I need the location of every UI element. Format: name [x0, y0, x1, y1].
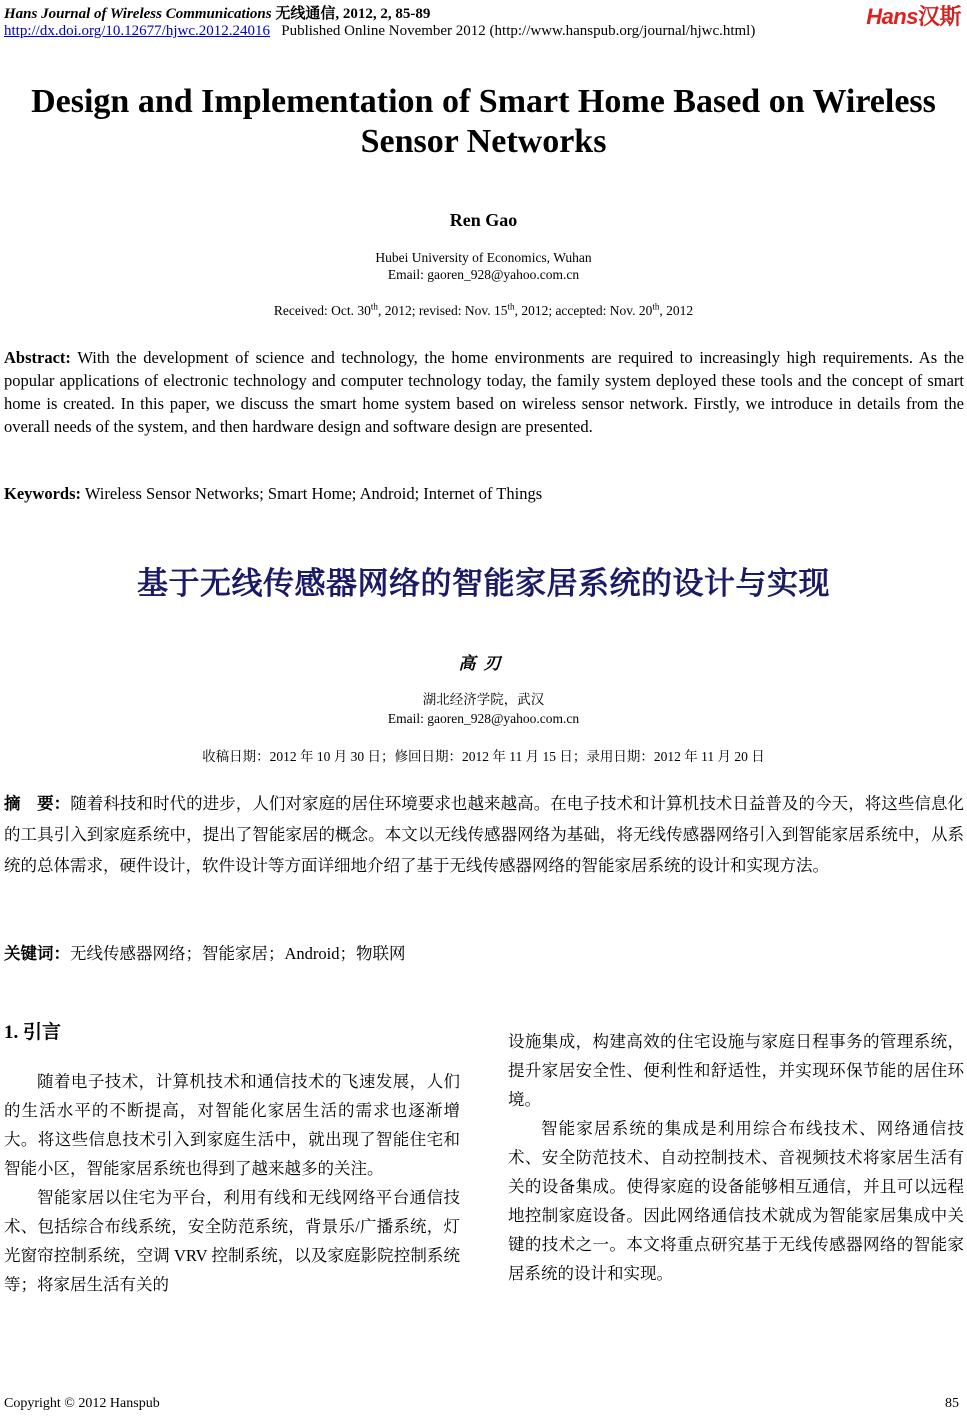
- hans-logo: [866, 0, 961, 31]
- ordinal-sup: th: [652, 301, 660, 312]
- journal-name: Hans Journal of Wireless Communications: [4, 6, 272, 22]
- affiliation-en-block: [0, 249, 967, 283]
- keywords-en: [4, 484, 964, 504]
- abstract-label: Abstract:: [4, 348, 71, 367]
- paper-title-en: [0, 82, 967, 162]
- title-en-line2: Sensor Networks: [360, 123, 607, 160]
- section-heading-intro: 1. 引言: [4, 1022, 62, 1043]
- abstract-cn-label: 摘 要：: [4, 794, 71, 813]
- doi-link[interactable]: http://dx.doi.org/10.12677/hjwc.2012.24016: [4, 23, 270, 39]
- logo-text-cn: 汉斯: [917, 4, 961, 29]
- received-dates-cn: 收稿日期：2012 年 10 月 30 日；修回日期：2012 年 11 月 15 日；录用日期：2012 年 11 月 20 日: [202, 749, 765, 764]
- footer-copyright: Copyright © 2012 Hanspub: [4, 1396, 160, 1411]
- accepted-year: , 2012: [659, 303, 694, 318]
- logo-text: Hans: [866, 4, 918, 29]
- keywords-text: Wireless Sensor Networks; Smart Home; Android; Internet of Things: [81, 484, 543, 503]
- affiliation-cn: 湖北经济学院，武汉: [422, 692, 545, 707]
- revised-date: , 2012; revised: Nov. 15: [377, 303, 508, 318]
- paragraph: 设施集成，构建高效的住宅设施与家庭日程事务的管理系统，提升家居安全性、便利性和舒适性，并实现环保节能的居住环境。: [508, 1032, 964, 1109]
- ordinal-sup: th: [507, 301, 515, 312]
- keywords-cn: [4, 940, 964, 964]
- author-en: Ren Gao: [449, 210, 518, 230]
- column-right: [508, 1027, 964, 1288]
- keywords-cn-text: 无线传感器网络；智能家居；Android；物联网: [70, 944, 406, 963]
- keywords-label: Keywords:: [4, 484, 81, 503]
- abstract-text: With the development of science and technology, the home environments are required to increasingly high requirements. As the popular applications of electronic technology and computer technology today, the family system deployed these tools and the concept of smart home is created. In this paper, we discuss the smart home system based on wireless sensor network. Firstly, we introduce in details from the overall needs of the system, and then hardware design and software design are presented.: [4, 348, 964, 436]
- paper-title-cn: 基于无线传感器网络的智能家居系统的设计与实现: [137, 566, 830, 602]
- email-en: Email: gaoren_928@yahoo.com.cn: [387, 267, 580, 282]
- page-number: 85: [945, 1396, 959, 1411]
- title-en-line1: Design and Implementation of Smart Home Based on Wireless: [31, 83, 936, 120]
- ordinal-sup: th: [370, 301, 378, 312]
- abstract-cn-text: 随着科技和时代的进步，人们对家庭的居住环境要求也越来越高。在电子技术和计算机技术日益普及的今天，将这些信息化的工具引入到家庭系统中，提出了智能家居的概念。本文以无线传感器网络为基础，将无线传感器网络引入到智能家居系统中，从系统的总体需求，硬件设计，软件设计等方面详细地介绍了基于无线传感器网络的智能家居系统的设计和实现方法。: [4, 794, 965, 875]
- keywords-cn-label: 关键词：: [4, 944, 70, 963]
- journal-header: [4, 2, 430, 23]
- affiliation-en: Hubei University of Economics, Wuhan: [375, 250, 592, 265]
- abstract-en: [4, 346, 964, 438]
- accepted-date: , 2012; accepted: Nov. 20: [514, 303, 653, 318]
- paragraph: 随着电子技术，计算机技术和通信技术的飞速发展，人们的生活水平的不断提高，对智能化家居生活的需求也逐渐增大。将这些信息技术引入到家庭生活中，就出现了智能住宅和智能小区，智能家居系统也得到了越来越多的关注。: [4, 1072, 460, 1178]
- paragraph: 智能家居以住宅为平台，利用有线和无线网络平台通信技术、包括综合布线系统，安全防范系统，背景乐/广播系统，灯光窗帘控制系统，空调 VRV 控制系统，以及家庭影院控制系统等；将家居生活有关的: [4, 1188, 460, 1294]
- column-left: [4, 1067, 460, 1299]
- abstract-cn: [4, 788, 964, 881]
- journal-citation: , 2012, 2, 85-89: [335, 6, 431, 22]
- doi-line: [4, 23, 755, 40]
- journal-name-cn: 无线通信: [275, 6, 336, 22]
- published-online: Published Online November 2012 (http://www.hanspub.org/journal/hjwc.html): [281, 23, 756, 39]
- paragraph: 智能家居系统的集成是利用综合布线技术、网络通信技术、安全防范技术、自动控制技术、音视频技术将家居生活有关的设备集成。使得家庭的设备能够相互通信，并且可以远程地控制家庭设备。因此网络通信技术就成为智能家居集成中关键的技术之一。本文将重点研究基于无线传感器网络的智能家居系统的设计和实现。: [508, 1119, 964, 1283]
- received-date: Received: Oct. 30: [273, 303, 371, 318]
- author-cn: 高刃: [458, 654, 509, 673]
- received-dates-en: [0, 303, 967, 319]
- email-cn: Email: gaoren_928@yahoo.com.cn: [387, 711, 580, 726]
- affiliation-cn-block: [0, 690, 967, 728]
